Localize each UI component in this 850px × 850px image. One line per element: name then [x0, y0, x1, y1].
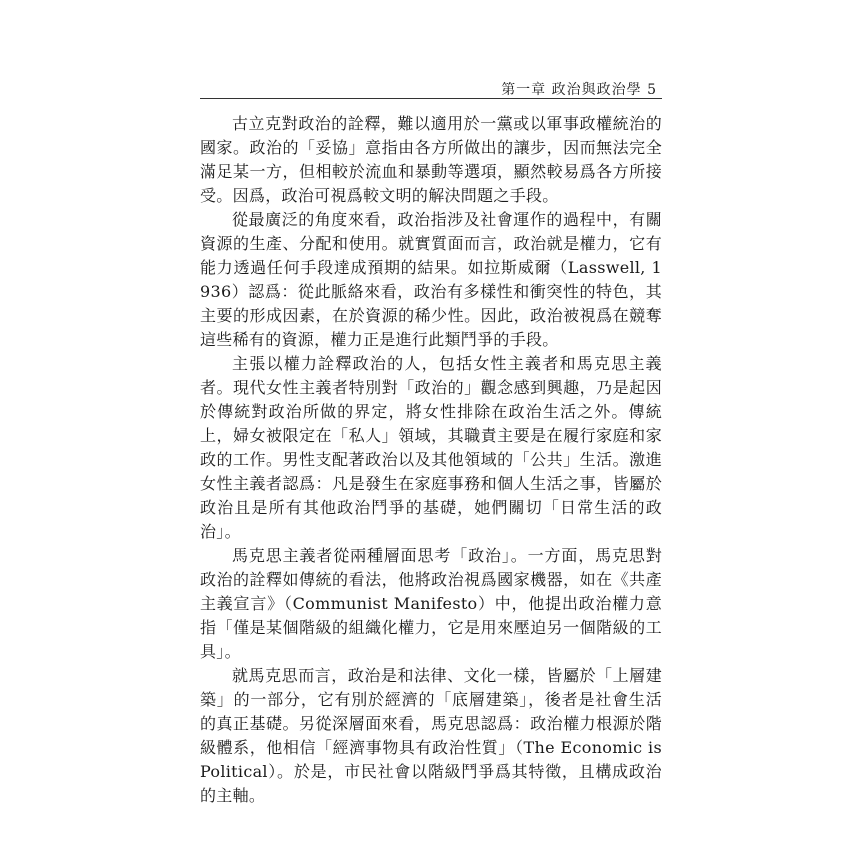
body-text — [200, 112, 662, 808]
paragraph-4: 馬克思主義者從兩種層面思考「政治」。一方面，馬克思對政治的詮釋如傳統的看法，他將政治視爲國家機器，如在《共產主義宣言》（Communist Manifesto）中，他提出政治權力意指「僅是某個階級的組織化權力，它是用來壓迫另一個階級的工具」。 — [200, 546, 662, 661]
paragraph-1: 古立克對政治的詮釋，難以適用於一黨或以軍事政權統治的國家。政治的「妥協」意指由各方所做出的讓步，因而無法完全滿足某一方，但相較於流血和暴動等選項，顯然較易爲各方所接受。因爲，政治可視爲較文明的解決問題之手段。 — [200, 114, 662, 205]
paragraph-2: 從最廣泛的角度來看，政治指涉及社會運作的過程中，有關資源的生產、分配和使用。就實質面而言，政治就是權力，它有能力透過任何手段達成預期的結果。如拉斯威爾（Lasswell, 1936）認爲：從此脈絡來看，政治有多樣性和衝突性的特色，其主要的形成因素，在於資源的稀少性。因此，政治被視爲在競奪這些稀有的資源，權力正是進行此類鬥爭的手段。 — [200, 210, 662, 349]
header-rule — [200, 98, 662, 99]
paragraph-5: 就馬克思而言，政治是和法律、文化一樣，皆屬於「上層建築」的一部分，它有別於經濟的「底層建築」，後者是社會生活的真正基礎。另從深層面來看，馬克思認爲：政治權力根源於階級體系，他相信「經濟事物具有政治性質」（The Economic is Political）。於是，市民社會以階級鬥爭爲其特徵，且構成政治的主軸。 — [200, 666, 662, 805]
running-header: 第一章 政治與政治學 5 — [501, 82, 657, 98]
paragraph-3: 主張以權力詮釋政治的人，包括女性主義者和馬克思主義者。現代女性主義者特別對「政治的」觀念感到興趣，乃是起因於傳統對政治所做的界定，將女性排除在政治生活之外。傳統上，婦女被限定在「私人」領域，其職責主要是在履行家庭和家政的工作。男性支配著政治以及其他領域的「公共」生活。激進女性主義者認爲：凡是發生在家庭事務和個人生活之事，皆屬於政治且是所有其他政治鬥爭的基礎，她們關切「日常生活的政治」。 — [200, 354, 662, 541]
